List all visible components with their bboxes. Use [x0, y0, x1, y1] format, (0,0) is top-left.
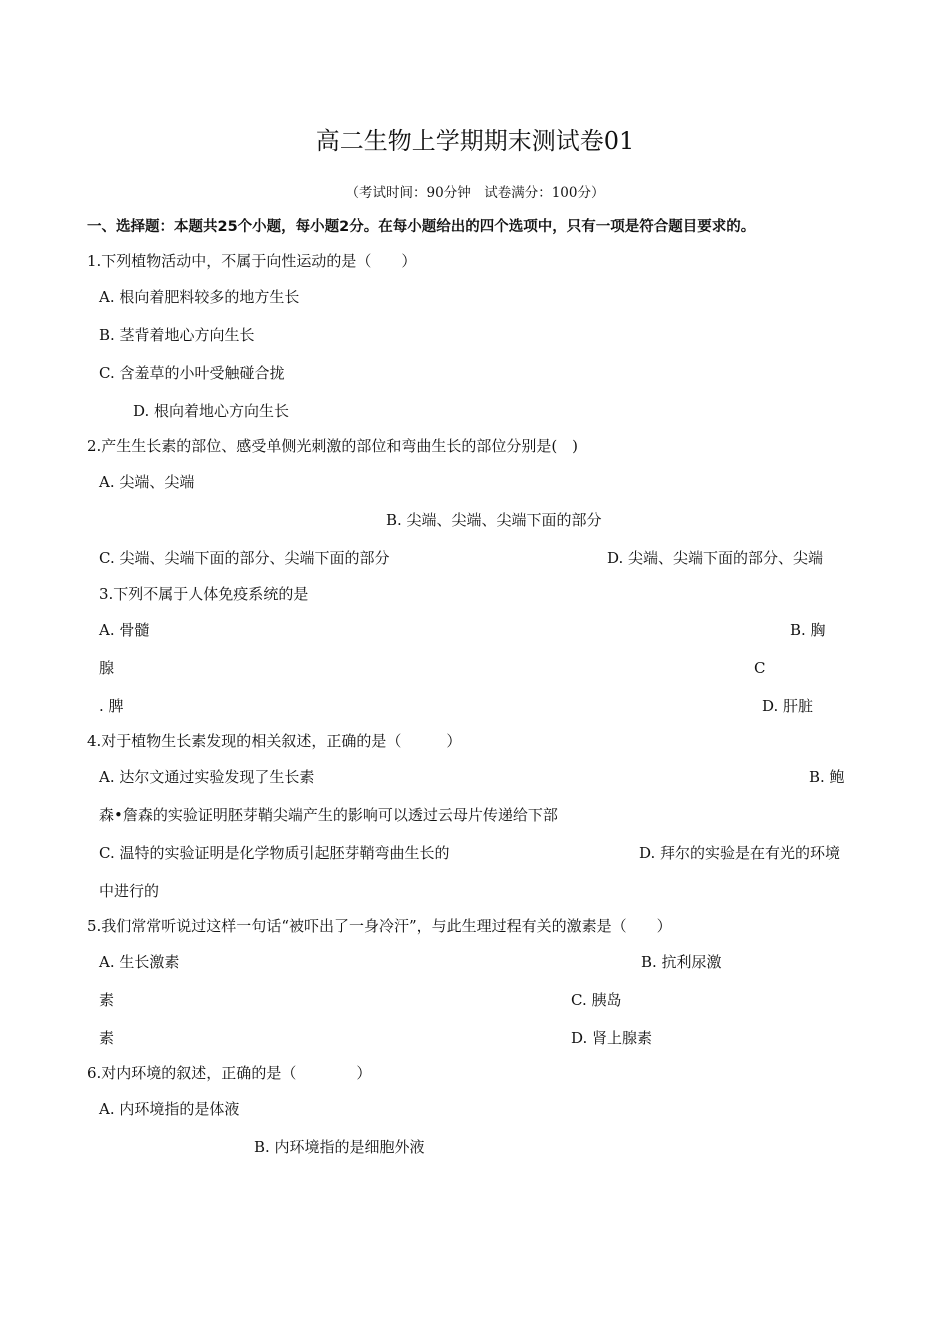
q3-option-a: A. 骨髓	[99, 621, 150, 639]
question-3-stem: 3.下列不属于人体免疫系统的是	[99, 585, 309, 603]
q3-option-b: B. 胸	[790, 621, 826, 639]
page-title: 高二生物上学期期末测试卷01	[315, 127, 635, 155]
q1-option-c: C. 含羞草的小叶受触碰合拢	[99, 364, 285, 382]
section-heading: 一、选择题：本题共25个小题，每小题2分。在每小题给出的四个选项中，只有一项是符合题目要求的。	[87, 219, 756, 235]
q4-option-c: C. 温特的实验证明是化学物质引起胚芽鞘弯曲生长的	[99, 844, 450, 862]
q2-option-c: C. 尖端、尖端下面的部分、尖端下面的部分	[99, 549, 390, 567]
q2-option-b: B. 尖端、尖端、尖端下面的部分	[386, 511, 602, 529]
question-4-stem: 4.对于植物生长素发现的相关叙述，正确的是（ ）	[87, 732, 462, 750]
question-2-stem: 2.产生生长素的部位、感受单侧光刺激的部位和弯曲生长的部位分别是( )	[87, 437, 579, 455]
question-6-stem: 6.对内环境的叙述，正确的是（ ）	[87, 1064, 372, 1082]
q1-option-d: D. 根向着地心方向生长	[133, 402, 290, 420]
q5-option-a-cont: 素	[99, 991, 115, 1009]
q2-option-a: A. 尖端、尖端	[99, 473, 195, 491]
q1-option-b: B. 茎背着地心方向生长	[99, 326, 255, 344]
q4-option-d-cont: 中进行的	[99, 882, 160, 900]
exam-info: （考试时间：90分钟 试卷满分：100分）	[345, 185, 605, 201]
q5-option-b: B. 抗利尿激	[641, 953, 722, 971]
q6-option-a: A. 内环境指的是体液	[99, 1100, 240, 1118]
q3-option-c: C	[754, 659, 766, 677]
question-5-stem: 5.我们常常听说过这样一句话“被吓出了一身冷汗”，与此生理过程有关的激素是（ ）	[87, 917, 672, 935]
q4-option-a: A. 达尔文通过实验发现了生长素	[99, 768, 315, 786]
q3-option-d: D. 肝脏	[762, 697, 814, 715]
q3-option-c-cont: . 脾	[99, 697, 124, 715]
question-1-stem: 1.下列植物活动中，不属于向性运动的是（ ）	[87, 252, 417, 270]
q5-option-c-cont: 素	[99, 1029, 115, 1047]
q5-option-a: A. 生长激素	[99, 953, 180, 971]
q3-option-b-cont: 腺	[99, 659, 115, 677]
q2-option-d: D. 尖端、尖端下面的部分、尖端	[607, 549, 824, 567]
q4-option-b-cont: 森•詹森的实验证明胚芽鞘尖端产生的影响可以透过云母片传递给下部	[99, 806, 558, 824]
q5-option-d: D. 肾上腺素	[571, 1029, 653, 1047]
q5-option-c: C. 胰岛	[571, 991, 622, 1009]
q4-option-b: B. 鲍	[809, 768, 845, 786]
q6-option-b: B. 内环境指的是细胞外液	[254, 1138, 425, 1156]
q1-option-a: A. 根向着肥料较多的地方生长	[99, 288, 300, 306]
q4-option-d: D. 拜尔的实验是在有光的环境	[639, 844, 841, 862]
